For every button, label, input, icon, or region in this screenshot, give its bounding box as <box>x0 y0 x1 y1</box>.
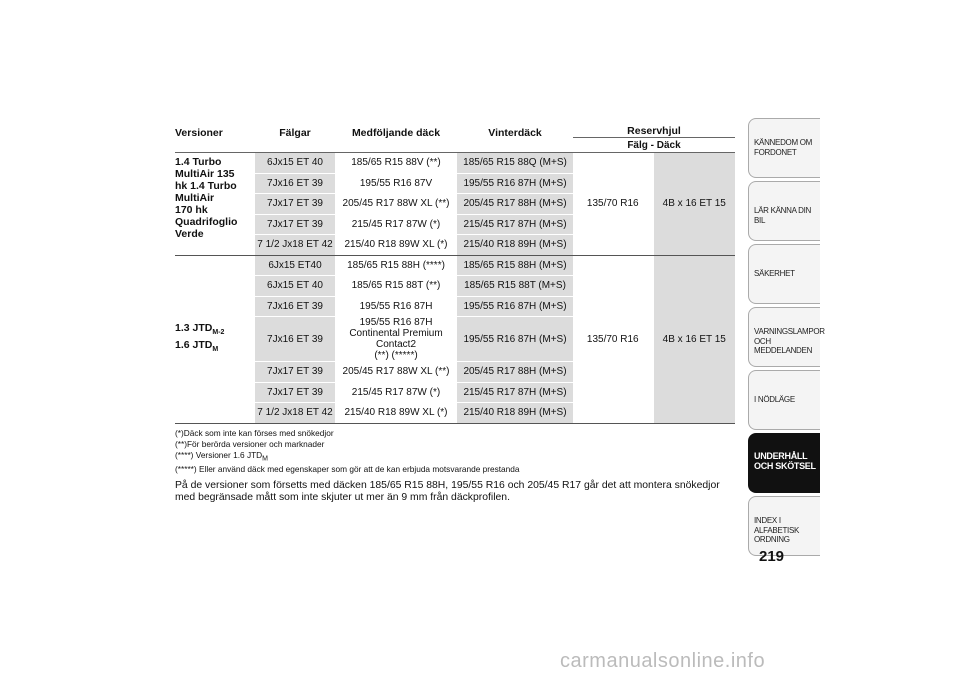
rim-cell: 7Jx16 ET 39 <box>255 296 335 317</box>
footnote: (****) Versioner 1.6 $JTD_M$ <box>175 449 268 463</box>
tyre-cell: 215/45 R17 87W (*) <box>335 214 457 235</box>
tyre-cell: 195/55 R16 87H <box>335 296 457 317</box>
watermark: carmanualsonline.info <box>560 650 766 672</box>
tyre-spec-document <box>175 113 735 504</box>
tab-index[interactable]: INDEX I ALFABETISK ORDNING <box>748 496 820 556</box>
rim-cell: 7Jx17 ET 39 <box>255 362 335 383</box>
tab-kannedom[interactable]: KÄNNEDOM OM FORDONET <box>748 118 820 178</box>
tab-underhall[interactable]: UNDERHÅLL OCH SKÖTSEL <box>748 433 820 493</box>
tyre-cell: 205/45 R17 88W XL (**) <box>335 362 457 383</box>
rim-cell: 7Jx17 ET 39 <box>255 382 335 403</box>
tyre-cell: 215/45 R17 87W (*) <box>335 382 457 403</box>
header-versions: Versioner <box>175 113 255 153</box>
tyre-cell: 215/40 R18 89W XL (*) <box>335 235 457 256</box>
winter-cell: 195/55 R16 87H (M+S) <box>457 296 573 317</box>
rim-cell: 7Jx17 ET 39 <box>255 214 335 235</box>
winter-cell: 215/40 R18 89H (M+S) <box>457 403 573 424</box>
winter-cell: 215/45 R17 87H (M+S) <box>457 214 573 235</box>
header-winter: Vinterdäck <box>457 113 573 153</box>
winter-cell: 195/55 R16 87H (M+S) <box>457 317 573 362</box>
footnote: (*)Däck som inte kan förses med snökedjor <box>175 427 334 438</box>
winter-cell: 215/40 R18 89H (M+S) <box>457 235 573 256</box>
tyre-cell: 185/65 R15 88H (****) <box>335 255 457 276</box>
spare-tyre-cell: 135/70 R16 <box>573 153 653 256</box>
winter-cell: 185/65 R15 88Q (M+S) <box>457 153 573 174</box>
winter-cell: 195/55 R16 87H (M+S) <box>457 173 573 194</box>
rim-cell: 6Jx15 ET40 <box>255 255 335 276</box>
header-rims: Fälgar <box>255 113 335 153</box>
footnotes <box>175 428 735 476</box>
footnote: (*****) Eller använd däck med egenskaper som gör att de kan erbjuda motsvarande prestanda <box>175 464 520 475</box>
rim-cell: 7 1/2 Jx18 ET 42 <box>255 403 335 424</box>
table-row <box>175 153 735 174</box>
tab-lar-kanna[interactable]: LÄR KÄNNA DIN BIL <box>748 181 820 241</box>
winter-cell: 205/45 R17 88H (M+S) <box>457 362 573 383</box>
header-tyres: Medföljande däck <box>335 113 457 153</box>
tyre-cell-multiline: 195/55 R16 87H Continental Premium Contact2 (**) (*****) <box>335 317 457 362</box>
tab-sakerhet[interactable]: SÄKERHET <box>748 244 820 304</box>
table-row <box>175 255 735 276</box>
tab-nodlage[interactable]: I NÖDLÄGE <box>748 370 820 430</box>
chapter-tabs <box>748 118 825 559</box>
winter-cell: 215/45 R17 87H (M+S) <box>457 382 573 403</box>
winter-cell: 185/65 R15 88H (M+S) <box>457 255 573 276</box>
rim-cell: 7Jx17 ET 39 <box>255 194 335 215</box>
rim-cell: 6Jx15 ET 40 <box>255 153 335 174</box>
spare-rim-cell: 4B x 16 ET 15 <box>653 153 735 256</box>
tab-varningslampor[interactable]: VARNINGSLAMPOR OCH MEDDELANDEN <box>748 307 820 367</box>
spare-rim-cell: 4B x 16 ET 15 <box>653 255 735 423</box>
version-label-jtd: 1.3 $JTD_{M-2}$ 1.6 $JTD_M$ <box>175 255 255 423</box>
header-spare: Reservhjul <box>573 113 735 138</box>
version-label: 1.4 Turbo MultiAir 135 hk 1.4 Turbo MultiAir 170 hk Quadrifoglio Verde <box>175 153 255 256</box>
tyre-spec-table <box>175 113 735 424</box>
spare-tyre-cell: 135/70 R16 <box>573 255 653 423</box>
tyre-cell: 195/55 R16 87V <box>335 173 457 194</box>
tyre-cell: 215/40 R18 89W XL (*) <box>335 403 457 424</box>
winter-cell: 205/45 R17 88H (M+S) <box>457 194 573 215</box>
page-number: 219 <box>759 548 785 565</box>
rim-cell: 6Jx15 ET 40 <box>255 276 335 297</box>
snow-chain-paragraph: På de versioner som försetts med däcken 185/65 R15 88H, 195/55 R16 och 205/45 R17 går det att montera snökedjor med begränsade mått som inte skjuter ut mer än 9 mm från däckprofilen. <box>175 480 720 504</box>
tyre-cell: 185/65 R15 88V (**) <box>335 153 457 174</box>
rim-cell: 7Jx16 ET 39 <box>255 173 335 194</box>
header-spare-sub: Fälg - Däck <box>573 138 735 153</box>
rim-cell: 7Jx16 ET 39 <box>255 317 335 362</box>
tyre-cell: 185/65 R15 88T (**) <box>335 276 457 297</box>
footnote: (**)För berörda versioner och marknader <box>175 438 325 449</box>
winter-cell: 185/65 R15 88T (M+S) <box>457 276 573 297</box>
rim-cell: 7 1/2 Jx18 ET 42 <box>255 235 335 256</box>
tyre-cell: 205/45 R17 88W XL (**) <box>335 194 457 215</box>
